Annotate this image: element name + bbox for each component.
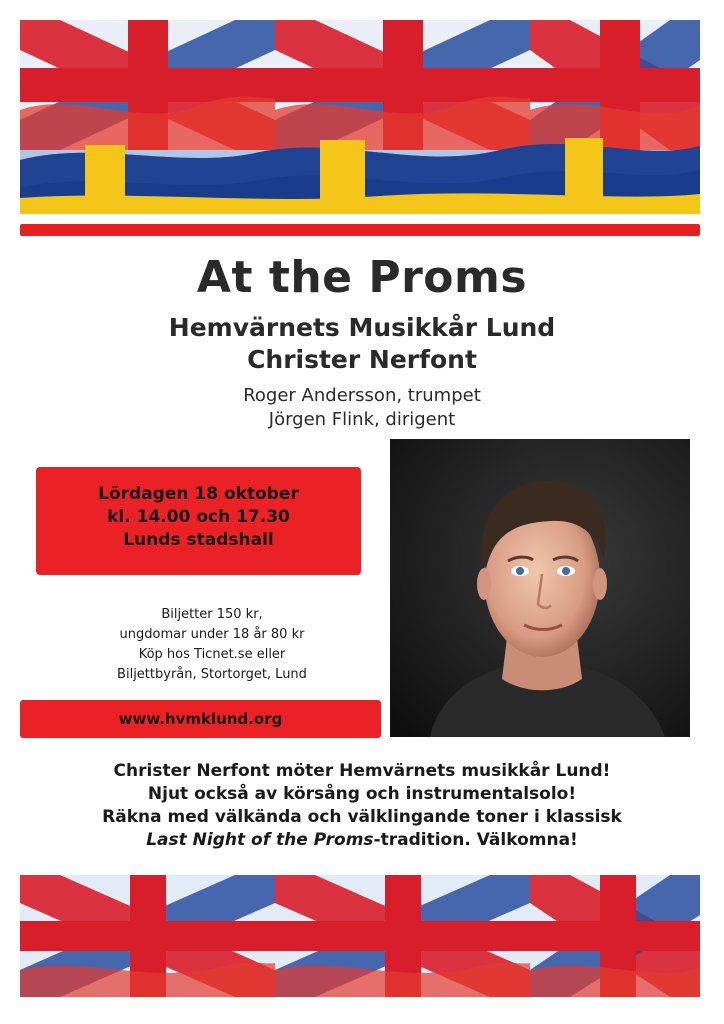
website-link[interactable]: www.hvmklund.org bbox=[20, 700, 381, 738]
description-line-4 bbox=[0, 829, 724, 852]
band-name: Hemvärnets Musikkår Lund bbox=[168, 313, 556, 342]
soloist-portrait-photo bbox=[390, 439, 690, 737]
concert-description bbox=[0, 760, 724, 852]
union-jack-flag-image bbox=[20, 875, 700, 997]
union-jack-swedish-flag-image bbox=[20, 20, 700, 214]
ticket-youth-line: ungdomar under 18 år 80 kr bbox=[119, 627, 305, 642]
ticket-purchase-line: Köp hos Ticnet.se eller bbox=[138, 647, 286, 662]
event-date: Lördagen 18 oktober bbox=[98, 484, 299, 504]
description-line-4-rest: -tradition. Välkomna! bbox=[373, 830, 578, 850]
event-time: kl. 14.00 och 17.30 bbox=[107, 507, 290, 527]
performer-trumpet: Roger Andersson, trumpet bbox=[243, 385, 481, 406]
description-italic-title: Last Night of the Proms bbox=[146, 830, 374, 850]
event-venue: Lunds stadshall bbox=[123, 530, 274, 550]
description-line-3: Räkna med välkända och välklingande toner i klassisk bbox=[102, 807, 622, 827]
description-line-1: Christer Nerfont möter Hemvärnets musikkår Lund! bbox=[113, 761, 611, 781]
soloist-name: Christer Nerfont bbox=[247, 345, 477, 374]
ticket-price-line: Biljetter 150 kr, bbox=[161, 607, 263, 622]
top-flag-banner bbox=[20, 20, 700, 214]
description-line-2: Njut också av körsång och instrumentalsolo! bbox=[147, 784, 577, 804]
ticket-office-line: Biljettbyrån, Stortorget, Lund bbox=[117, 667, 307, 682]
poster-title: At the Proms bbox=[196, 252, 528, 303]
performer-conductor: Jörgen Flink, dirigent bbox=[268, 409, 456, 430]
event-info-box bbox=[36, 467, 361, 575]
bottom-flag-banner bbox=[20, 875, 700, 997]
red-divider-bar bbox=[20, 224, 700, 236]
ticket-info bbox=[20, 605, 404, 685]
